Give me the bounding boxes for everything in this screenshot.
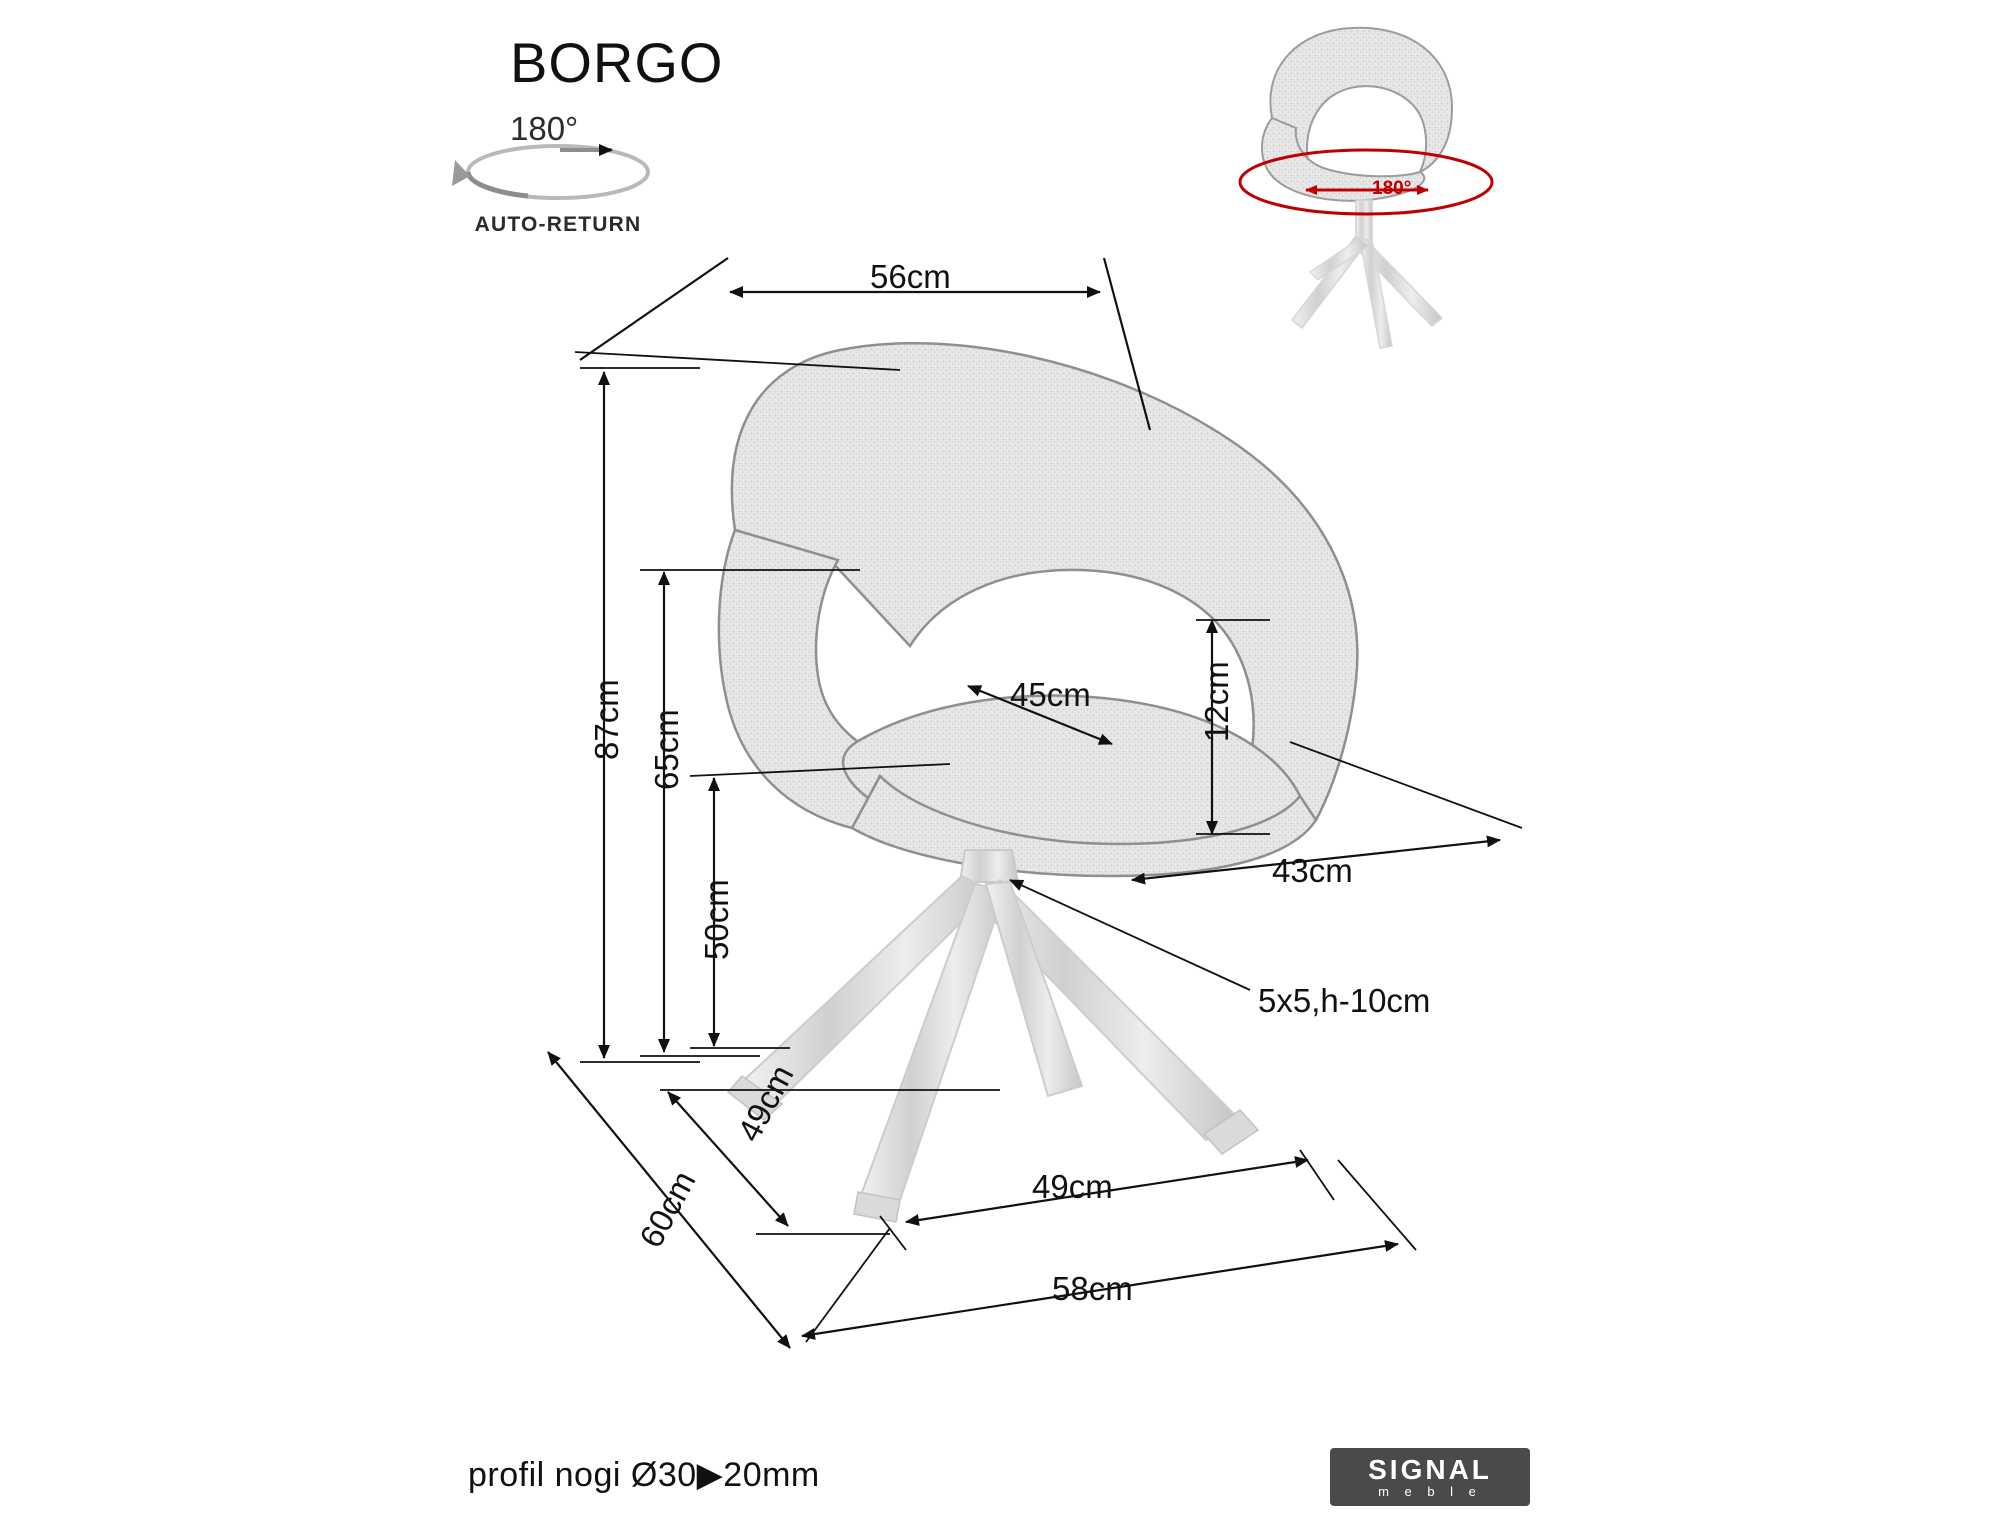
leg-profile-note: profil nogi Ø30▶20mm xyxy=(468,1456,820,1494)
brand-name: SIGNAL xyxy=(1368,1454,1492,1485)
brand-subtitle: m e b l e xyxy=(1378,1484,1482,1499)
dimension-total-height: 87cm xyxy=(588,679,625,760)
auto-return-label: AUTO-RETURN xyxy=(474,213,642,236)
dimension-glide-spec: 5x5,h-10cm xyxy=(1258,982,1431,1019)
brand-logo xyxy=(1330,1448,1530,1506)
inset-chair-view xyxy=(1240,28,1492,348)
dimension-seat-width-top: 56cm xyxy=(870,258,951,295)
dimension-base-depth: 60cm xyxy=(632,1164,703,1254)
dimension-back-height: 65cm xyxy=(648,709,685,790)
dimension-seat-depth: 45cm xyxy=(1010,676,1091,713)
dimension-seat-depth-side: 43cm xyxy=(1272,852,1353,889)
swivel-degrees-label: 180° xyxy=(510,110,579,147)
dimension-armrest-gap: 12cm xyxy=(1198,661,1235,742)
dimension-base-width: 58cm xyxy=(1052,1270,1133,1307)
dimension-seat-height: 50cm xyxy=(698,879,735,960)
dimension-base-depth-inner: 49cm xyxy=(730,1058,801,1148)
inset-swivel-degrees-label: 180° xyxy=(1372,178,1412,199)
auto-return-swivel-icon xyxy=(452,146,648,198)
dimension-base-width-inner: 49cm xyxy=(1032,1168,1113,1205)
page-title: BORGO xyxy=(510,31,724,94)
